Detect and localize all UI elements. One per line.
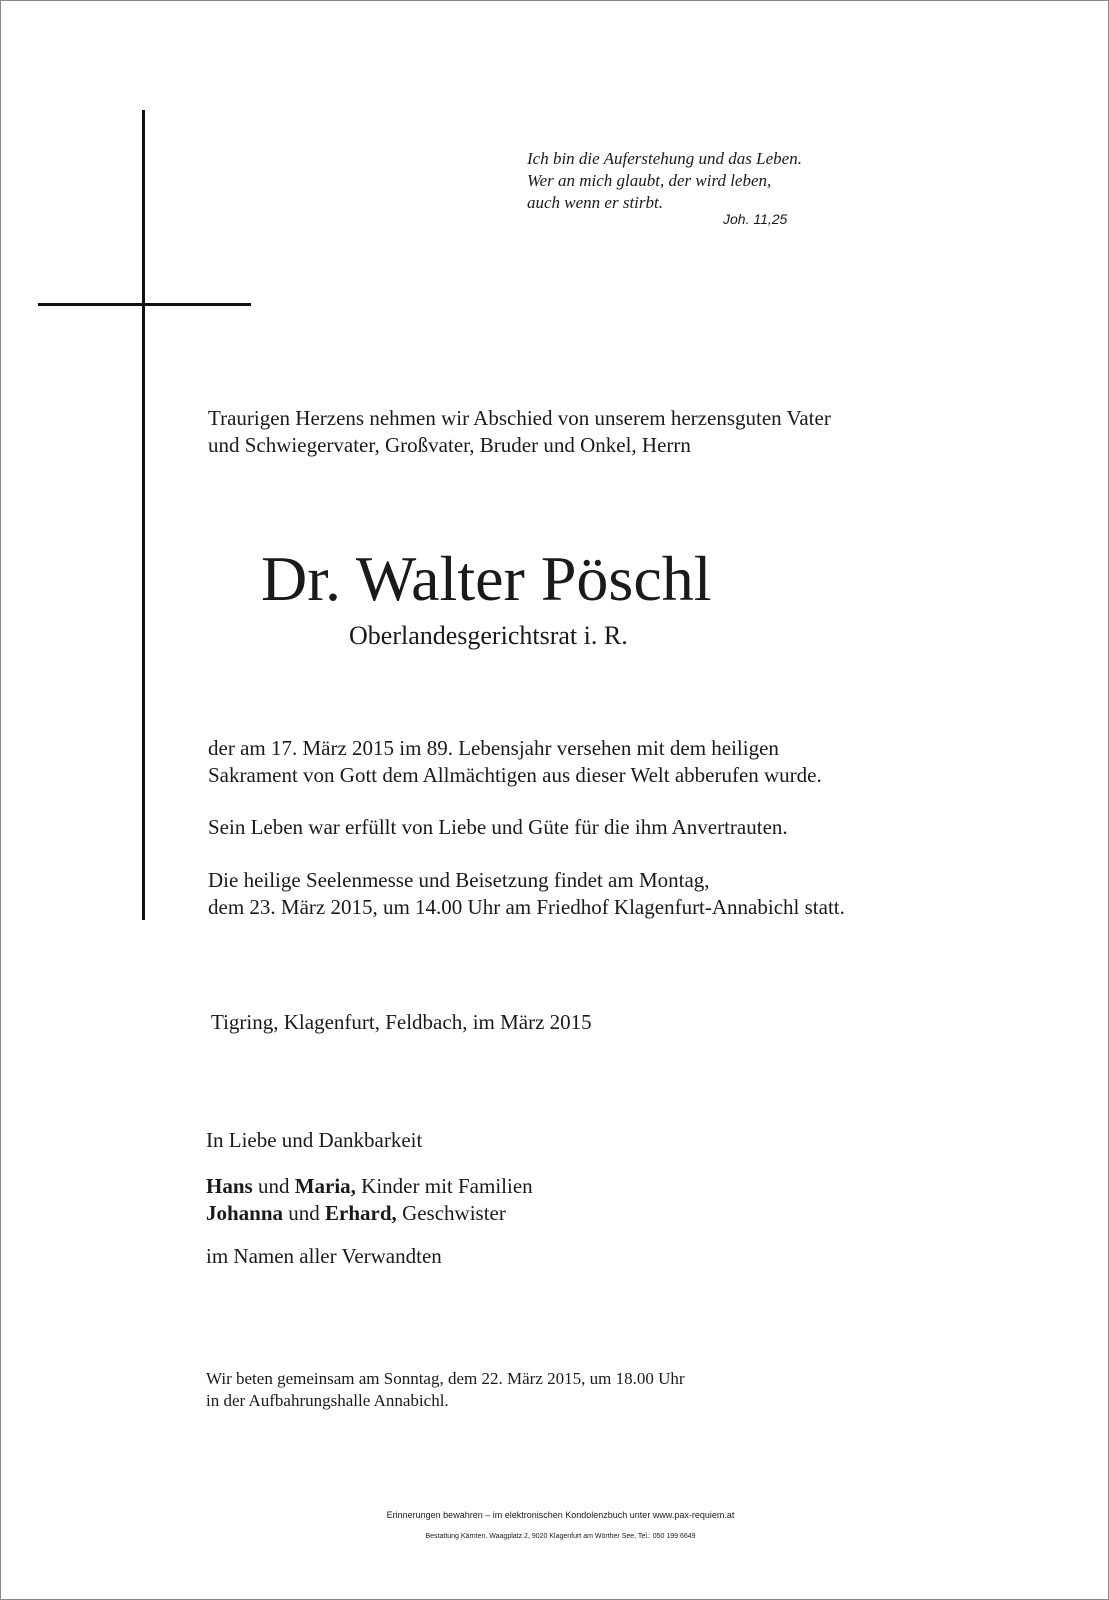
deceased-title: Oberlandesgerichtsrat i. R. [349,621,628,650]
cross-icon-vertical-bar [142,110,145,920]
verse-line: auch wenn er stirbt. [527,193,663,212]
deceased-name: Dr. Walter Pöschl [261,543,712,614]
closing-thanks: In Liebe und Dankbarkeit [206,1128,423,1152]
intro-line: und Schwiegervater, Großvater, Bruder und Onkel, Herrn [208,433,691,457]
funeral-details [208,867,845,921]
intro-text [208,405,831,459]
verse-reference: Joh. 11,25 [723,211,788,227]
prayer-line: in der Aufbahrungshalle Annabichl. [206,1391,449,1410]
intro-line: Traurigen Herzens nehmen wir Abschied von unserem herzensguten Vater [208,406,831,430]
place-and-date: Tigring, Klagenfurt, Feldbach, im März 2015 [211,1010,592,1034]
mourner-relation: Geschwister [402,1201,506,1225]
death-notice [208,735,822,789]
mourner-name: Erhard, [325,1201,397,1225]
mourner-row [206,1173,533,1200]
life-statement: Sein Leben war erfüllt von Liebe und Güte für die ihm Anvertrauten. [208,815,788,839]
cross-icon-horizontal-bar [38,303,251,306]
prayer-note [206,1368,685,1412]
relatives-note: im Namen aller Verwandten [206,1244,442,1268]
verse-line: Wer an mich glaubt, der wird leben, [527,171,772,190]
mourner-name: Hans [206,1174,253,1198]
funeral-line: Die heilige Seelenmesse und Beisetzung findet am Montag, [208,868,710,892]
footer-address: Bestattung Kärnten, Waagplatz 2, 9020 Klagenfurt am Wörther See, Tel.: 050 199 6649 [425,1533,696,1540]
mourner-relation: Kinder mit Familien [361,1174,533,1198]
prayer-line: Wir beten gemeinsam am Sonntag, dem 22. März 2015, um 18.00 Uhr [206,1369,685,1388]
mourner-row [206,1200,533,1227]
mourner-name: Johanna [206,1201,284,1225]
mourner-name: Maria, [294,1174,356,1198]
bible-verse [527,148,802,214]
mourners-list [206,1173,533,1227]
verse-line: Ich bin die Auferstehung und das Leben. [527,149,802,168]
mourner-joiner: und [288,1201,320,1225]
funeral-line: dem 23. März 2015, um 14.00 Uhr am Friedhof Klagenfurt-Annabichl statt. [208,895,845,919]
footer-condolence-note: Erinnerungen bewahren – im elektronischen Kondolenzbuch unter www.pax-requiem.at [386,1510,735,1520]
mourner-joiner: und [257,1174,290,1198]
death-notice-line: Sakrament von Gott dem Allmächtigen aus dieser Welt abberufen wurde. [208,763,822,787]
death-notice-line: der am 17. März 2015 im 89. Lebensjahr versehen mit dem heiligen [208,736,779,760]
